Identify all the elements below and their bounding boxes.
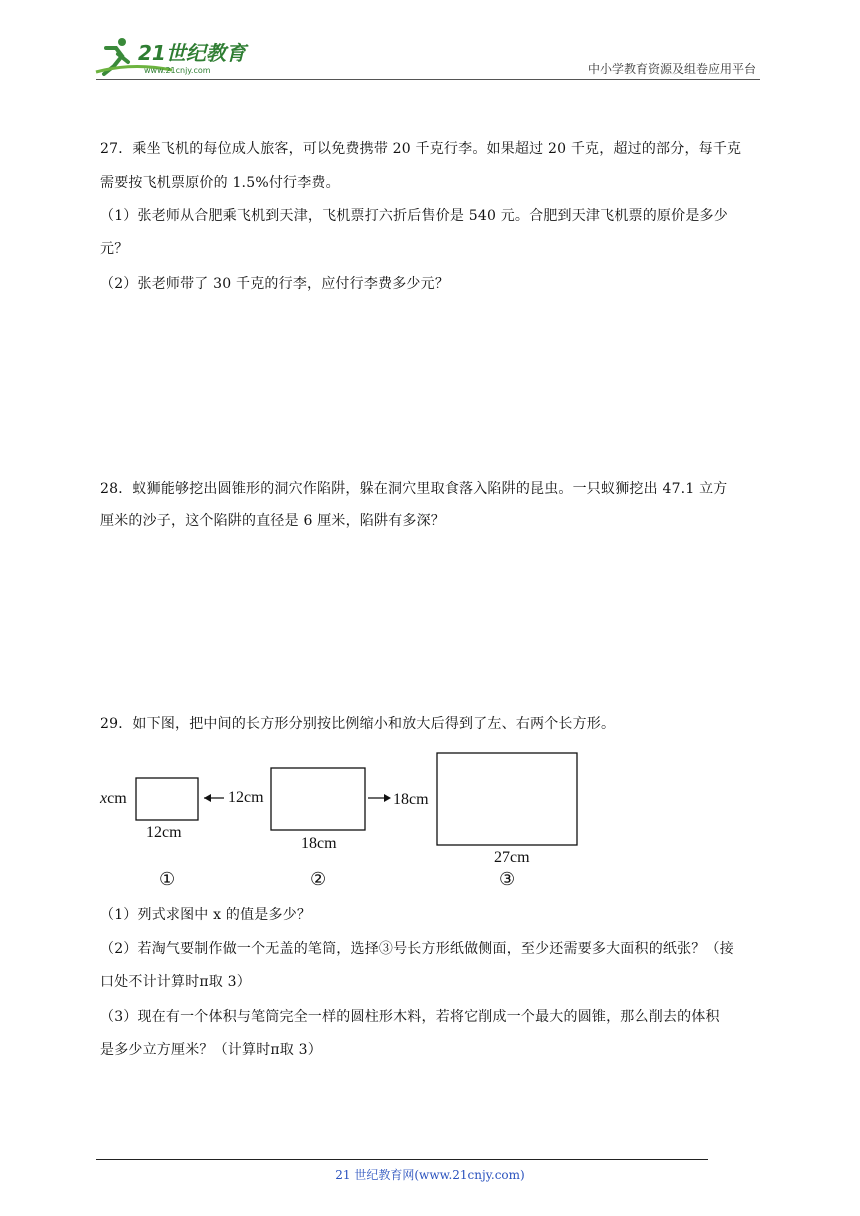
q27-part1-line1: （1）张老师从合肥乘飞机到天津，飞机票打六折后售价是 540 元。合肥到天津飞机票的原价是多少	[100, 208, 728, 224]
left-rect-side-label: xcm	[100, 790, 127, 807]
label-circled-2: ②	[310, 869, 327, 889]
q29-stem: 29．如下图，把中间的长方形分别按比例缩小和放大后得到了左、右两个长方形。	[100, 716, 616, 732]
q28-stem-line1: 28．蚁狮能够挖出圆锥形的洞穴作陷阱，躲在洞穴里取食落入陷阱的昆虫。一只蚁狮挖出 47.1 立方	[100, 481, 728, 497]
rectangles-figure	[96, 748, 596, 898]
q27-stem-line2: 需要按飞机票原价的 1.5%付行李费。	[100, 175, 340, 191]
label-circled-1: ①	[159, 869, 176, 889]
q28-stem-line2: 厘米的沙子，这个陷阱的直径是 6 厘米，陷阱有多深？	[100, 513, 446, 529]
header-divider	[96, 79, 760, 80]
q27-part1-line2: 元？	[100, 241, 129, 257]
q29-part2-line2: 口处不计计算时π取 3）	[100, 974, 251, 990]
label-circled-3: ③	[499, 869, 516, 889]
right-rect-bottom-label: 27cm	[494, 849, 530, 866]
q27-part2: （2）张老师带了 30 千克的行李，应付行李费多少元？	[100, 276, 450, 292]
right-rect-side-label: 18cm	[393, 791, 429, 808]
site-logo	[92, 32, 262, 78]
middle-rect-bottom-label: 18cm	[301, 835, 337, 852]
q29-part1: （1）列式求图中 x 的值是多少？	[100, 907, 312, 923]
footer-divider	[96, 1159, 708, 1160]
platform-name: 中小学教育资源及组卷应用平台	[587, 62, 756, 76]
middle-rectangle	[271, 768, 365, 830]
left-rect-bottom-label: 12cm	[146, 824, 182, 841]
logo-text: 21世纪教育	[138, 41, 246, 65]
logo-url: www.21cnjy.com	[144, 66, 211, 75]
q29-part2-line1: （2）若淘气要制作做一个无盖的笔筒，选择③号长方形纸做侧面，至少还需要多大面积的纸张？（接	[100, 941, 734, 957]
q27-stem-line1: 27．乘坐飞机的每位成人旅客，可以免费携带 20 千克行李。如果超过 20 千克，超过的部分，每千克	[100, 141, 742, 157]
right-rectangle	[437, 753, 577, 845]
right-arrow-icon	[368, 794, 391, 802]
q29-part3-line1: （3）现在有一个体积与笔筒完全一样的圆柱形木料，若将它削成一个最大的圆锥，那么削去的体积	[100, 1009, 720, 1025]
middle-rect-side-label: 12cm	[228, 789, 264, 806]
left-rectangle	[136, 778, 198, 820]
footer-link[interactable]: 21 世纪教育网(www.21cnjy.com)	[335, 1168, 525, 1182]
q29-part3-line2: 是多少立方厘米？（计算时π取 3）	[100, 1042, 322, 1058]
left-arrow-icon	[204, 794, 224, 802]
